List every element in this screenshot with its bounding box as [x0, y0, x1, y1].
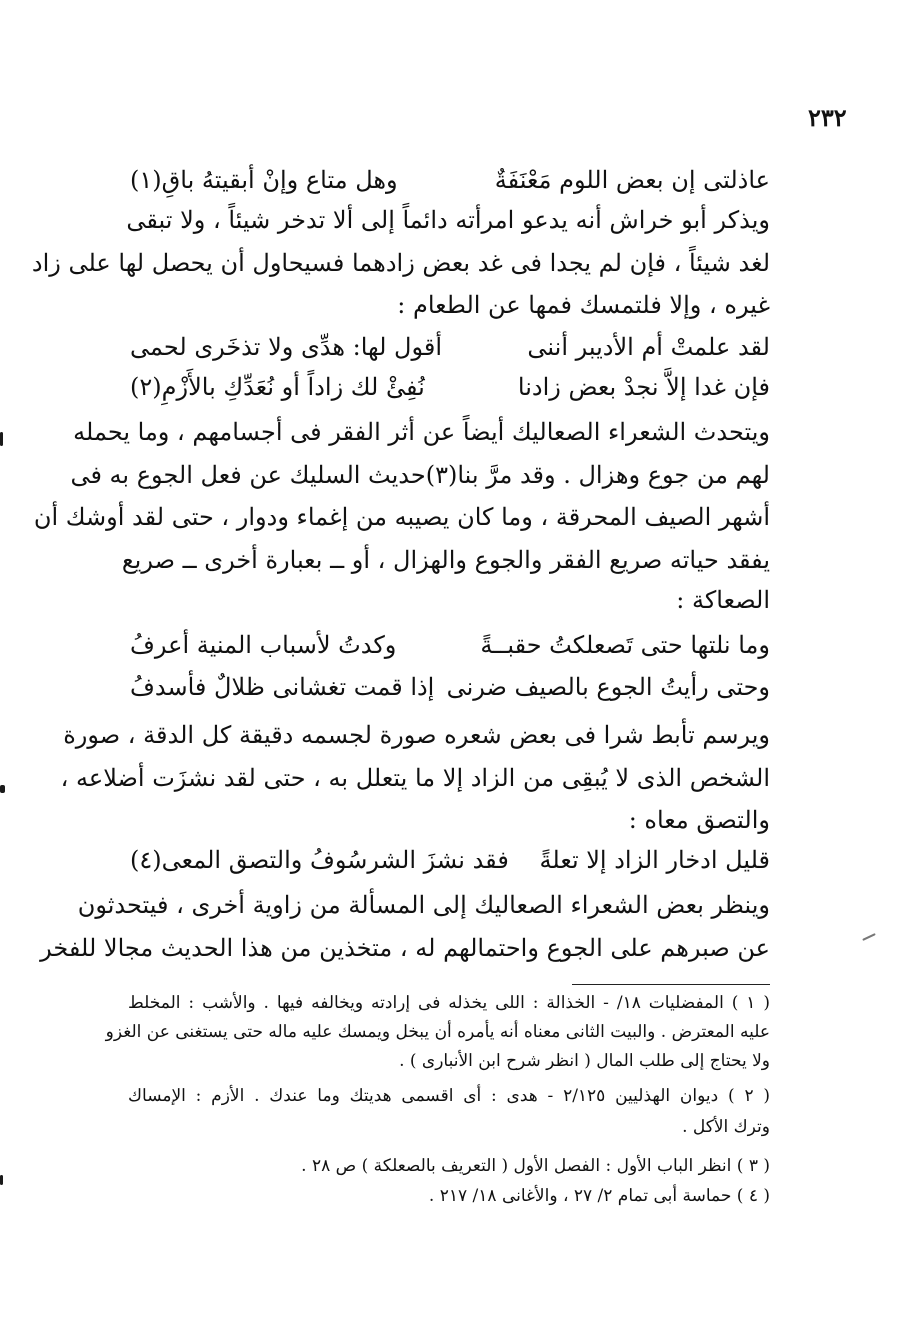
verse-hemistich-second: أقول لها: هدِّى ولا تذخَرى لحمى [130, 333, 443, 361]
verse-hemistich-second: وكدتُ لأسباب المنية أعرفُ [130, 631, 397, 659]
footnote-line-2: عليه المعترض . والبيت الثانى معناه أنه يأمره أن يبخل ويمسك عليه ماله حتى يستغنى عن الغزو [105, 1022, 770, 1042]
verse-hemistich-first: قليل ادخار الزاد إلا تعلةً [539, 846, 770, 874]
verse-hemistich-first: فإن غدا إلاَّ نجدْ بعض زادنا [517, 373, 770, 401]
verse-line-5 [130, 327, 770, 367]
text-line-19: عن صبرهم على الجوع واحتمالهم له ، متخذين من هذا الحديث مجالا للفخر [40, 934, 770, 962]
text-line-9: أشهر الصيف المحرقة ، وما كان يصيبه من إغماء ودوار ، حتى لقد أوشك أن [33, 503, 770, 531]
verse-hemistich-first: عاذلتى إن بعض اللوم مَعْنَفَةٌ [494, 166, 770, 194]
verse-line-1 [130, 160, 770, 200]
text-line-7: ويتحدث الشعراء الصعاليك أيضاً عن أثر الفقر فى أجسامهم ، وما يحمله [73, 418, 770, 446]
verse-hemistich-first: وحتى رأيتُ الجوع بالصيف ضرنى [446, 673, 770, 701]
verse-hemistich-second: وهل متاع وإنْ أبقيتهُ باقِ(١) [130, 166, 398, 194]
scan-mark [0, 432, 3, 446]
footnote-line-5: وترك الأكل . [682, 1117, 770, 1137]
verse-line-12 [130, 625, 770, 665]
verse-line-13 [130, 667, 770, 707]
text-line-15: الشخص الذى لا يُبقِى من الزاد إلا ما يتعلل به ، حتى لقد نشزَت أضلاعه ، [60, 764, 770, 792]
text-line-10: يفقد حياته صريع الفقر والجوع والهزال ، أو ــ بعبارة أخرى ــ صريع [121, 546, 770, 574]
text-line-11: الصعاكة : [676, 586, 770, 614]
verse-line-6 [130, 367, 770, 407]
text-line-4: غيره ، وإلا فلتمسك فمها عن الطعام : [397, 291, 770, 319]
text-line-2: ويذكر أبو خراش أنه يدعو امرأته دائماً إلى ألا تدخر شيئاً ، ولا تبقى [126, 206, 770, 234]
text-line-14: ويرسم تأبط شرا فى بعض شعره صورة لجسمه دقيقة كل الدقة ، صورة [63, 721, 770, 749]
verse-hemistich-first: وما نلتها حتى تَصعلكتُ حقبــةً [480, 631, 770, 659]
verse-hemistich-first: لقد علمتْ أم الأديبر أننى [527, 333, 770, 361]
scan-mark [862, 933, 876, 941]
text-line-18: وينظر بعض الشعراء الصعاليك إلى المسألة من زاوية أخرى ، فيتحدثون [77, 891, 770, 919]
footnote-line-6: ( ٣ ) انظر الباب الأول : الفصل الأول ( التعريف بالصعلكة ) ص ٢٨ . [301, 1156, 770, 1176]
verse-hemistich-second: فقد نشزَ الشرسُوفُ والتصق المعى(٤) [130, 846, 509, 874]
footnote-line-1: ( ١ ) المفضليات ١٨/ - الخذالة : اللى يخذله فى إرادته ويخالفه فيها . والأشب : المخلط [128, 993, 771, 1013]
footnote-line-4: ( ٢ ) ديوان الهذليين ٢/١٢٥ - هدى : أى اقسمى هديتك وما عندك . الأزم : الإمساك [128, 1086, 770, 1106]
footnote-line-3: ولا يحتاج إلى طلب المال ( انظر شرح ابن الأنبارى ) . [399, 1051, 770, 1071]
text-line-3: لغد شيئاً ، فإن لم يجدا فى غد بعض زادهما فسيحاول أن يحصل لها على زاد [31, 249, 770, 277]
verse-hemistich-second: نُفِئْ لك زاداً أو نُعَدِّكِ بالأَزْمِ(٢) [130, 373, 425, 401]
text-line-8: لهم من جوع وهزال . وقد مرَّ بنا(٣)حديث السليك عن فعل الجوع به فى [70, 461, 770, 489]
scan-mark [0, 1175, 3, 1185]
text-line-16: والتصق معاه : [628, 806, 770, 834]
scan-mark [0, 785, 5, 793]
footnote-line-7: ( ٤ ) حماسة أبى تمام ٢/ ٢٧ ، والأغانى ١٨/ ٢١٧ . [428, 1186, 770, 1206]
verse-line-17 [130, 840, 770, 880]
footnote-separator [572, 984, 770, 985]
verse-hemistich-second: إذا قمت تغشانى ظلالٌ فأسدفُ [130, 673, 435, 701]
page-number: ٢٣٢ [808, 103, 847, 132]
